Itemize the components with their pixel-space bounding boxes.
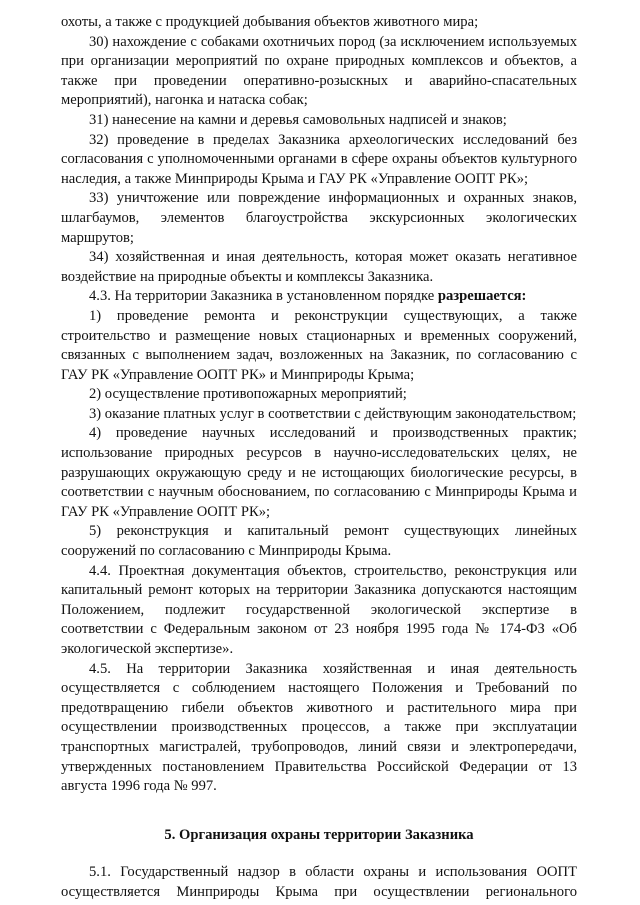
permitted-item-5: 5) реконструкция и капитальный ремонт существующих линейных сооружений по согласованию с Минприроды Крыма. (61, 523, 577, 560)
paragraph-item-30: 30) нахождение с собаками охотничьих пород (за исключением используемых при организации мероприятий по охране природных комплексов и объектов, а также при проведении оперативно-розыскных и аварийно-спасательных мероприятий), нагонка и натаска собак; (61, 33, 577, 109)
paragraph-item-34: 34) хозяйственная и иная деятельность, которая может оказать негативное воздействие на природные объекты и комплексы Заказника. (61, 249, 577, 285)
permitted-item-1: 1) проведение ремонта и реконструкции существующих, а также строительство и размещение новых стационарных и временных сооружений, связанных с выполнением задач, возложенных на Заказник, по согласованию с ГАУ РК «Управление ООПТ РК» и Минприроды Крыма; (61, 307, 577, 383)
permitted-item-3: 3) оказание платных услуг в соответствии с действующим законодательством; (89, 405, 577, 422)
paragraph-4-5: 4.5. На территории Заказника хозяйственная и иная деятельность осуществляется с соблюдением настоящего Положения и Требований по предотвращению гибели объектов животного и растительного мира при осуществлении производственных процессов, а также при эксплуатации транспортных магистралей, трубопроводов, линий связи и электропередачи, утвержденных постановлением Правительства Российской Федерации от 13 августа 1996 года № 997. (61, 660, 577, 795)
paragraph-5-1: 5.1. Государственный надзор в области охраны и использования ООПТ осуществляется Минприроды Крыма при осуществлении регионального (61, 864, 577, 900)
paragraph-4-4: 4.4. Проектная документация объектов, строительство, реконструкция или капитальный ремонт которых на территории Заказника допускаются настоящим Положением, подлежит государственной экологической экспертизе в соответствии с Федеральным законом от 23 ноября 1995 года № 174-ФЗ «Об экологической экспертизе». (61, 562, 577, 657)
permitted-item-4: 4) проведение научных исследований и производственных практик; использование природных ресурсов в научно-исследовательских целях, не разрушающих окружающую среду и не истощающих биологические ресурсы, в соответствии с научным обоснованием, по согласованию с Минприроды Крыма и ГАУ РК «Управление ООПТ РК»; (61, 425, 577, 520)
permitted-item-2: 2) осуществление противопожарных мероприятий; (89, 386, 407, 403)
paragraph-4-3-text: 4.3. На территории Заказника в установленном порядке (89, 288, 435, 305)
paragraph-4-3 (61, 287, 577, 307)
paragraph-item-33: 33) уничтожение или повреждение информационных и охранных знаков, шлагбаумов, элементов благоустройства экскурсионных экологических маршрутов; (61, 190, 577, 246)
paragraph-item-32: 32) проведение в пределах Заказника археологических исследований без согласования с уполномоченными органами в сфере охраны объектов культурного наследия, а также Минприроды Крыма и ГАУ РК «Управление ООПТ РК»; (61, 131, 577, 187)
paragraph-continuation: охоты, а также с продукцией добывания объектов животного мира; (61, 14, 479, 30)
section-heading: 5. Организация охраны территории Заказника (164, 826, 474, 843)
document-body (61, 13, 577, 903)
permitted-word: разрешается: (437, 288, 527, 305)
paragraph-item-31: 31) нанесение на камни и деревья самовольных надписей и знаков; (89, 111, 507, 128)
